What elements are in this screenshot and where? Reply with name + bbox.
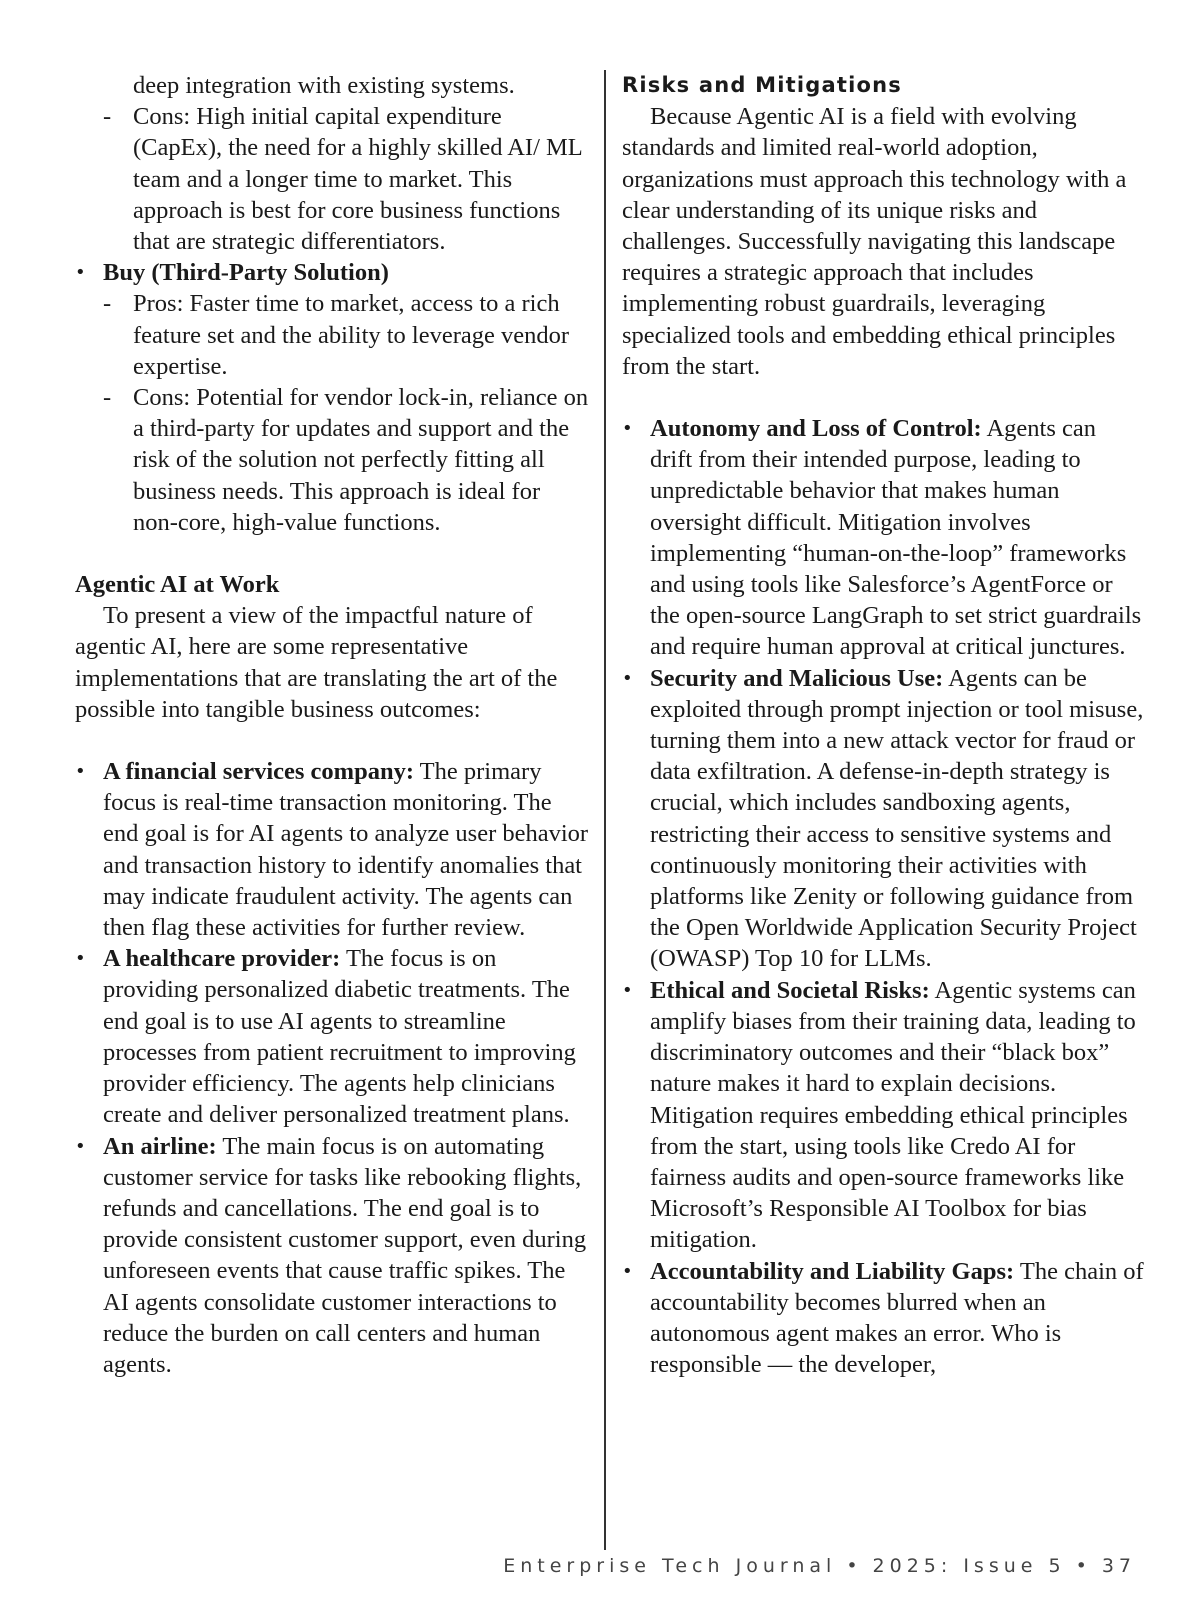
risk-lead: Accountability and Liability Gaps:: [650, 1257, 1015, 1285]
page-number: 37: [1101, 1555, 1136, 1577]
publication-name: Enterprise Tech Journal: [503, 1555, 837, 1577]
footer-separator: •: [1075, 1555, 1092, 1577]
footer-separator: •: [846, 1555, 863, 1577]
example-text: The main focus is on automating customer service for tasks like rebooking flights, refunds and cancellations. The end goal is to provide consistent customer support, even during unforeseen events that cause traffic spikes. The AI agents consolidate customer interactions to reduce the burden on call centers and human agents.: [103, 1132, 587, 1378]
example-item: [75, 756, 590, 943]
example-item: [75, 943, 590, 1130]
risk-item: [622, 1256, 1144, 1381]
continuation-text: deep integration with existing systems.: [133, 72, 515, 99]
risk-text: The chain of accountability becomes blurred when an autonomous agent makes an error. Who is responsible — the developer,: [650, 1257, 1144, 1379]
build-cons: - Cons: High initial capital expenditure (CapEx), the need for a highly skilled AI/ ML team and a longer time to market. This approach is best for core business functions that are strategic differentiators.: [103, 101, 590, 257]
risks-list: [622, 413, 1144, 1380]
example-text: The primary focus is real-time transaction monitoring. The end goal is for AI agents to analyze user behavior and transaction history to identify anomalies that may indicate fraudulent activity. The agents can then flag these activities for further review.: [103, 758, 589, 942]
risk-lead: Security and Malicious Use:: [650, 664, 944, 692]
issue-label: 2025: Issue 5: [872, 1555, 1066, 1577]
column-divider: [604, 70, 606, 1550]
example-item: [75, 1131, 590, 1381]
example-lead: An airline:: [103, 1132, 217, 1160]
buy-title: Buy (Third-Party Solution): [103, 259, 389, 287]
risk-item: [622, 413, 1144, 663]
example-lead: A healthcare provider:: [103, 945, 341, 973]
left-column: [75, 70, 590, 1380]
risk-item: [622, 975, 1144, 1256]
risk-lead: Ethical and Societal Risks:: [650, 976, 930, 1004]
risks-intro: Because Agentic AI is a field with evolving standards and limited real-world adoption, organizations must approach this technology with a clear understanding of its unique risks and challenges. Successfully navigating this landscape requires a strategic approach that includes implementing robust guardrails, leveraging specialized tools and embedding ethical principles from the start.: [622, 103, 1127, 380]
risk-lead: Autonomy and Loss of Control:: [650, 415, 982, 443]
buy-cons: - Cons: Potential for vendor lock-in, reliance on a third-party for updates and support and the risk of the solution not perfectly fitting all business needs. This approach is ideal for non-core, high-value functions.: [103, 382, 590, 538]
section-title-risks-and-mitigations: Risks and Mitigations: [622, 73, 902, 97]
example-lead: A financial services company:: [103, 758, 414, 786]
page-footer: [503, 1555, 1136, 1577]
section-intro: To present a view of the impactful nature of agentic AI, here are some representative implementations that are translating the art of the possible into tangible business outcomes:: [75, 602, 558, 723]
risk-item: [622, 663, 1144, 975]
buy-list: [75, 257, 590, 538]
buy-item: [75, 257, 590, 538]
buy-pros: - Pros: Faster time to market, access to a rich feature set and the ability to leverage vendor expertise.: [103, 288, 590, 382]
build-sublist: [103, 101, 590, 257]
section-title-agentic-ai-at-work: Agentic AI at Work: [75, 571, 280, 599]
example-text: The focus is on providing personalized diabetic treatments. The end goal is to use AI agents to streamline processes from patient recruitment to improving provider efficiency. The agents help clinicians create and deliver personalized treatment plans.: [103, 945, 576, 1129]
risk-text: Agents can drift from their intended purpose, leading to unpredictable behavior that makes human oversight difficult. Mitigation involves implementing “human-on-the-loop” frameworks and using tools like Salesforce’s AgentForce or the open-source LangGraph to set strict guardrails and require human approval at critical junctures.: [650, 415, 1142, 661]
buy-sublist: [103, 288, 590, 538]
examples-list: [75, 756, 590, 1380]
risk-text: Agents can be exploited through prompt injection or tool misuse, turning them into a new attack vector for fraud or data exfiltration. A defense-in-depth strategy is crucial, which includes sandboxing agents, restricting their access to sensitive systems and continuously monitoring their activities with platforms like Zenity or following guidance from the Open Worldwide Application Security Project (OWASP) Top 10 for LLMs.: [650, 664, 1144, 973]
right-column: [622, 70, 1144, 1380]
risk-text: Agentic systems can amplify biases from their training data, leading to discriminatory outcomes and their “black box” nature makes it hard to explain decisions. Mitigation requires embedding ethical principles from the start, using tools like Credo AI for fairness audits and open-source frameworks like Microsoft’s Responsible AI Toolbox for bias mitigation.: [650, 976, 1136, 1254]
